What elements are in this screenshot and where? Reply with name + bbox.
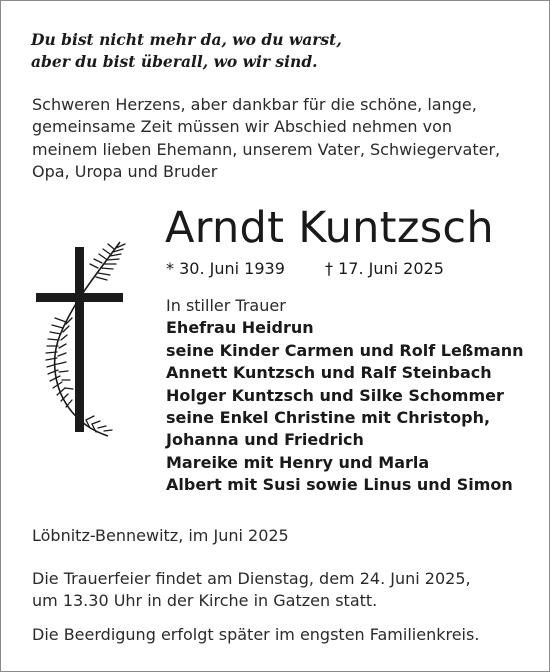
quote [31, 29, 511, 73]
mourner-line: Albert mit Susi sowie Linus und Simon [166, 475, 513, 495]
mourner-line: Holger Kuntzsch und Silke Schommer [166, 385, 504, 405]
mourner-line: Ehefrau Heidrun [166, 318, 314, 338]
mourners-lead: In stiller Trauer [166, 296, 286, 315]
death-date: † 17. Juni 2025 [325, 259, 444, 278]
intro-line-2: gemeinsame Zeit müssen wir Abschied nehmen von [32, 117, 453, 137]
quote-line-2: aber du bist überall, wo wir sind. [31, 52, 318, 71]
burial-info: Die Beerdigung erfolgt später im engsten Familienkreis. [32, 625, 480, 644]
cross-with-palm-branch-icon [30, 240, 135, 440]
mourner-line: seine Kinder Carmen und Rolf Leßmann [166, 340, 524, 360]
ceremony-info [32, 568, 532, 612]
intro-line-3: meinem lieben Ehemann, unserem Vater, Schwiegervater, [32, 139, 501, 159]
mourners-block [166, 295, 536, 497]
mourner-line: Johanna und Friedrich [166, 430, 364, 450]
mourner-line: Annett Kuntzsch und Ralf Steinbach [166, 363, 492, 383]
birth-date: * 30. Juni 1939 [166, 259, 285, 278]
deceased-name: Arndt Kuntzsch [165, 203, 494, 253]
mourner-line: seine Enkel Christine mit Christoph, [166, 408, 491, 428]
ceremony-line-2: um 13.30 Uhr in der Kirche in Gatzen statt. [32, 591, 378, 610]
intro-text [32, 94, 532, 183]
mourner-line: Mareike mit Henry und Marla [166, 452, 430, 472]
intro-line-4: Opa, Uropa und Bruder [32, 161, 218, 181]
ceremony-line-1: Die Trauerfeier findet am Dienstag, dem 24. Juni 2025, [32, 569, 471, 588]
place-and-date: Löbnitz-Bennewitz, im Juni 2025 [32, 526, 289, 545]
intro-line-1: Schweren Herzens, aber dankbar für die schöne, lange, [32, 95, 477, 114]
quote-line-1: Du bist nicht mehr da, wo du warst, [31, 30, 342, 49]
